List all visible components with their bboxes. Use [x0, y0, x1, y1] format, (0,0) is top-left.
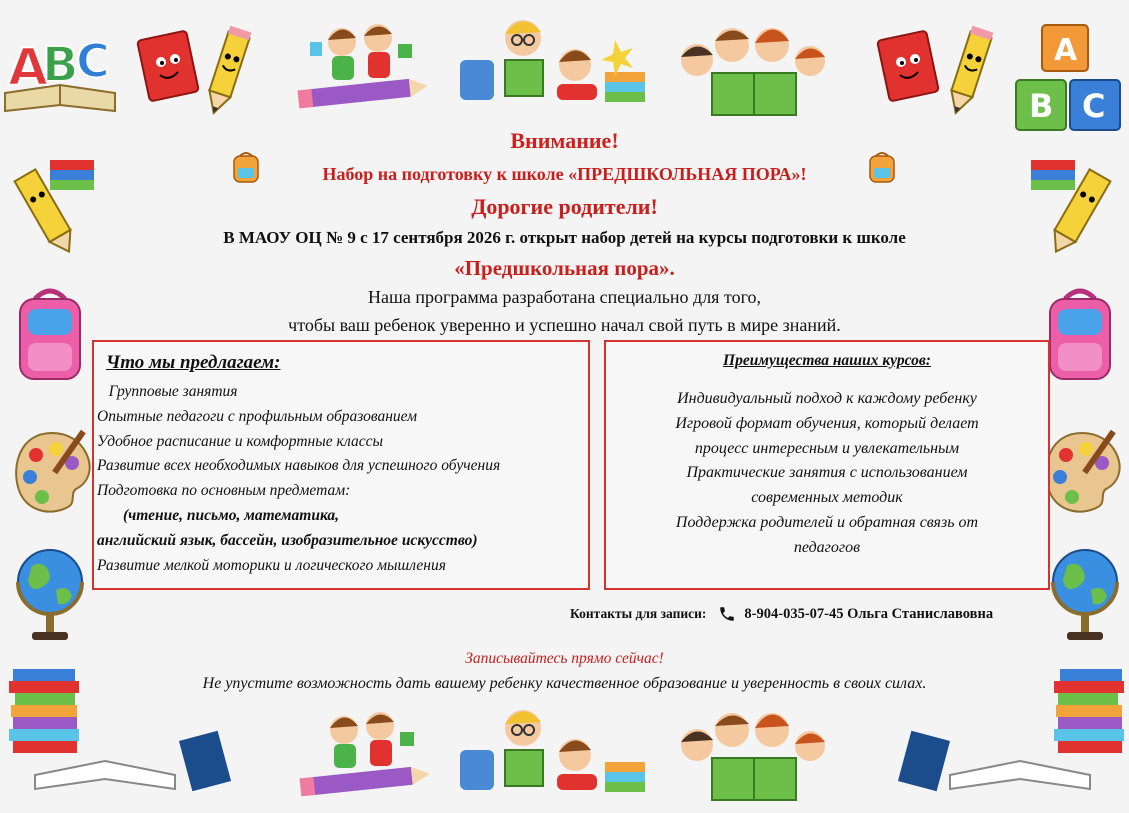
- block-letter-a: A: [1054, 33, 1078, 68]
- advantage-item: Практические занятия с использованием: [686, 464, 968, 482]
- offer-item: Групповые занятия: [97, 383, 238, 400]
- kids-reading-group-icon-bottom: [455, 700, 650, 800]
- kids-with-book-icon-bottom: [672, 700, 842, 805]
- block-letter-b: B: [1029, 87, 1054, 125]
- offer-title: Что мы предлагаем:: [106, 352, 281, 373]
- globe-icon-left: [10, 540, 90, 645]
- letter-a: A: [8, 38, 49, 98]
- offer-item: Удобное расписание и комфортные классы: [97, 432, 383, 450]
- kids-on-pencil-icon: [290, 12, 430, 112]
- kids-reading-group-icon: [455, 10, 650, 110]
- advantages-list: [606, 387, 1048, 561]
- offer-list: [97, 380, 500, 578]
- abc-blocks-icon: [1012, 20, 1127, 135]
- advantage-item: процесс интересным и увлекательным: [694, 439, 960, 457]
- contact-phone[interactable]: 8-904-035-07-45 Ольга Станиславовна: [744, 605, 994, 622]
- kids-with-book-icon: [672, 15, 842, 120]
- pencil-character-icon-right: [942, 25, 997, 120]
- advantage-item: Поддержка родителей и обратная связь от: [675, 513, 979, 531]
- offer-item: Развитие всех необходимых навыков для успешного обучения: [97, 457, 501, 475]
- offer-item: Подготовка по основным предметам:: [97, 482, 351, 500]
- letter-b: B: [42, 37, 79, 93]
- offer-item: Опытные педагоги с профильным образованием: [97, 407, 418, 425]
- advantage-item: Индивидуальный подход к каждому ребенку: [677, 390, 977, 407]
- cta-line1: Записывайтесь прямо сейчас!: [465, 650, 664, 667]
- offer-item: Развитие мелкой моторики и логического мышления: [97, 556, 446, 574]
- letter-c: C: [76, 34, 110, 88]
- attention-heading: Внимание!: [510, 128, 619, 153]
- pencil-character-icon: [200, 25, 255, 120]
- abc-book-decoration: [0, 15, 120, 115]
- offer-box: [92, 340, 590, 590]
- red-book-character-icon: [135, 30, 205, 110]
- contacts-line: [570, 605, 993, 623]
- paint-palette-icon-left: [10, 425, 95, 520]
- offer-item: английский язык, бассейн, изобразительное искусство): [97, 531, 478, 549]
- block-letter-c: C: [1082, 87, 1106, 125]
- paint-palette-icon-right: [1040, 425, 1125, 520]
- red-book-character-icon-right: [875, 30, 945, 110]
- advantage-item: Игровой формат обучения, который делает: [675, 414, 979, 432]
- advantages-title: Преимущества наших курсов:: [723, 352, 931, 369]
- contacts-label: Контакты для записи:: [570, 606, 707, 621]
- offer-item: (чтение, письмо, математика,: [123, 506, 340, 524]
- greeting-heading: Дорогие родители!: [471, 194, 658, 219]
- recruitment-heading: Набор на подготовку к школе «ПРЕДШКОЛЬНАЯ ПОРА»!: [322, 164, 807, 184]
- program-text-line2: чтобы ваш ребенок уверенно и успешно начал свой путь в мире знаний.: [288, 315, 841, 335]
- advantages-box: [604, 340, 1050, 590]
- cta-line2: Не упустите возможность дать вашему ребенку качественное образование и уверенность в своих силах.: [202, 675, 927, 692]
- advantage-item: педагогов: [793, 538, 861, 556]
- course-name: «Предшкольная пора».: [454, 256, 675, 280]
- program-text-line1: Наша программа разработана специально для того,: [367, 287, 762, 307]
- intro-text: В МАОУ ОЦ № 9 с 17 сентября 2026 г. открыт набор детей на курсы подготовки к школе: [223, 228, 906, 247]
- kids-on-pencil-icon-bottom: [292, 700, 432, 800]
- globe-icon-right: [1045, 540, 1125, 645]
- advantage-item: современных методик: [751, 489, 903, 507]
- phone-icon: [718, 605, 736, 623]
